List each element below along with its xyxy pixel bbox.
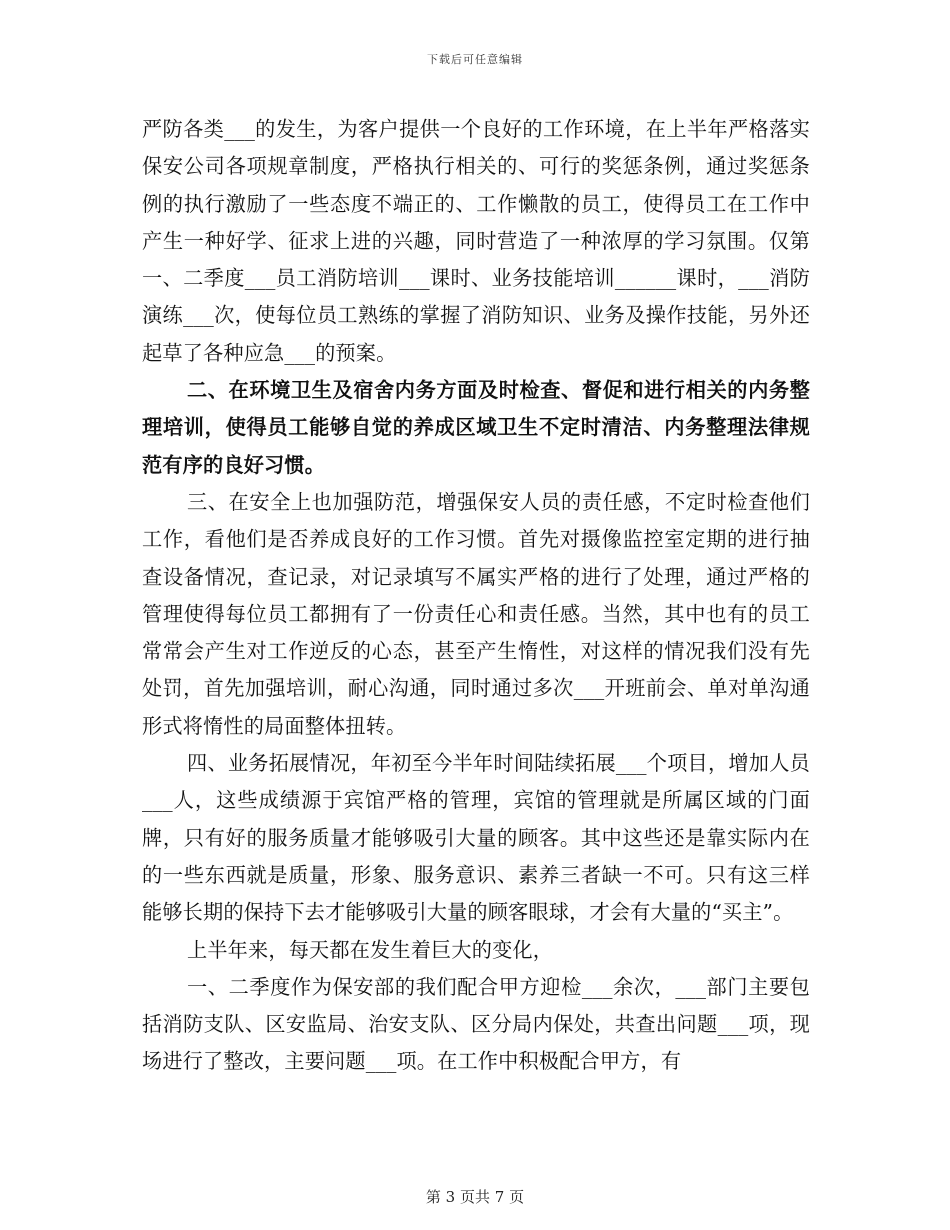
page-number: 第 3 页共 7 页 (425, 1188, 525, 1206)
paragraph-inspections: 一、二季度作为保安部的我们配合甲方迎检___余次，___部门主要包括消防支队、区安监局、治安支队、区分局内保处，共查出问题___项，现场进行了整改，主要问题___项。在工作中积极配合甲方，有 (142, 974, 810, 1074)
document-body (142, 111, 810, 1081)
paragraph-continuation: 严防各类___的发生，为客户提供一个良好的工作环境，在上半年严格落实保安公司各项规章制度，严格执行相关的、可行的奖惩条例，通过奖惩条例的执行激励了一些态度不端正的、工作懒散的员工，使得员工在工作中产生一种好学、征求上进的兴趣，同时营造了一种浓厚的学习氛围。仅第一、二季度___员工消防培训___课时、业务技能培训______课时，___消防演练___次，使每位员工熟练的掌握了消防知识、业务及操作技能，另外还起草了各种应急___的预案。 (142, 117, 810, 365)
page-header: 下载后可任意编辑 (427, 53, 523, 66)
paragraph-half-year-intro: 上半年来，每天都在发生着巨大的变化， (187, 937, 554, 962)
paragraph-hygiene: 二、在环境卫生及宿舍内务方面及时检查、督促和进行相关的内务整理培训，使得员工能够自觉的养成区域卫生不定时清洁、内务整理法律规范有序的良好习惯。 (142, 378, 810, 477)
paragraph-safety: 三、在安全上也加强防范，增强保安人员的责任感，不定时检查他们工作，看他们是否养成良好的工作习惯。首先对摄像监控室定期的进行抽查设备情况，查记录，对记录填写不属实严格的进行了处理，通过严格的管理使得每位员工都拥有了一份责任心和责任感。当然，其中也有的员工常常会产生对工作逆反的心态，甚至产生惰性，对这样的情况我们没有先处罚，首先加强培训，耐心沟通，同时通过多次___开班前会、单对单沟通形式将惰性的局面整体扭转。 (142, 489, 810, 738)
paragraph-business-expansion: 四、业务拓展情况，年初至今半年时间陆续拓展___个项目，增加人员___人，这些成绩源于宾馆严格的管理，宾馆的管理就是所属区域的门面牌，只有好的服务质量才能够吸引大量的顾客。其中这些还是靠实际内在的一些东西就是质量，形象、服务意识、素养三者缺一不可。只有这三样能够长期的保持下去才能够吸引大量的顾客眼球，才会有大量的“买主”。 (142, 751, 810, 925)
